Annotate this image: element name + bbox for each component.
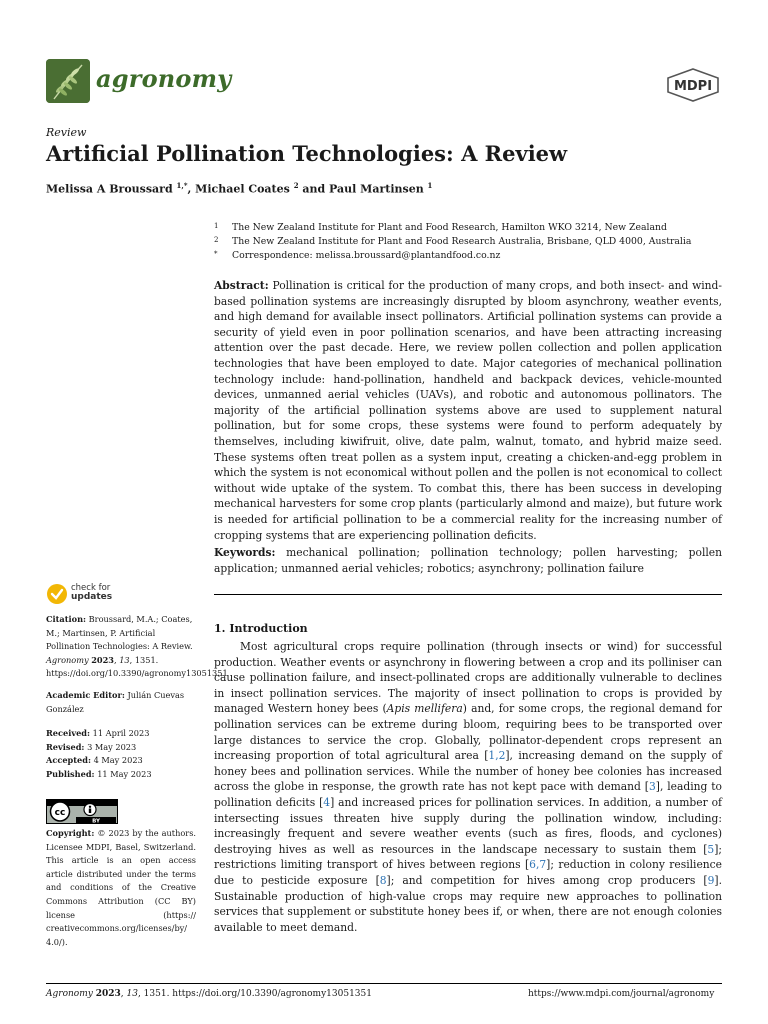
- svg-text:cc: cc: [54, 808, 66, 818]
- footer-citation: Agronomy 2023, 13, 1351. https://doi.org/10.3390/agronomy13051351: [46, 989, 372, 999]
- svg-text:MDPI: MDPI: [673, 79, 713, 94]
- academic-editor: Academic Editor: Julián Cuevas González: [46, 690, 185, 714]
- paragraph-text: ], leading to pollination deficits [: [214, 780, 722, 809]
- affiliation-marker: 1: [214, 222, 219, 230]
- affiliation-marker: 2: [214, 236, 219, 244]
- reference-link[interactable]: 5: [707, 842, 715, 856]
- journal-name: agronomy: [96, 64, 232, 93]
- date-accepted: Accepted: 4 May 2023: [46, 755, 143, 766]
- publication-dates: [46, 727, 196, 781]
- reference-link[interactable]: 4: [323, 795, 331, 809]
- article-type: Review: [46, 126, 87, 139]
- cc-by-license-badge[interactable]: [46, 799, 118, 824]
- affiliation-marker: *: [214, 250, 218, 258]
- svg-text:BY: BY: [92, 818, 100, 824]
- author-separator: ,: [187, 182, 196, 196]
- author-separator: and: [298, 182, 330, 196]
- check-updates-icon: [46, 583, 68, 605]
- keywords: [214, 545, 722, 576]
- date-published: Published: 11 May 2023: [46, 768, 152, 779]
- citation-block: Citation: Broussard, M.A.; Coates, M.; Martinsen, P. Artificial Pollination Technologies: A Review. Agronomy 2023, 13, 1351. https://doi.org/10.3390/agronomy13051351: [46, 614, 228, 679]
- citation-doi[interactable]: , 1351. https://doi.org/10.3390/agronomy13051351: [46, 654, 228, 679]
- paragraph-text: ) and, for some crops, the regional demand for pollination services can be extreme during bloom, requiring bees to be transported over large distances to service the crop. Globally, pollinator-dependent crops represent an increasing proportion of total agricultural area [: [214, 702, 722, 763]
- affiliation-text: The New Zealand Institute for Plant and Food Research, Hamilton WKO 3214, New Zealand: [232, 222, 667, 233]
- species-name: Apis mellifera: [386, 702, 463, 716]
- check-updates-label: check for updates: [71, 583, 113, 602]
- abstract: [214, 278, 722, 543]
- abstract-label: Abstract:: [214, 279, 269, 292]
- paragraph-text: ]. Sustainable production of high-value crops may require new approaches to pollination services that supplement or substitute honey bees if, or when, there are not enough colonies available to meet demand.: [214, 873, 722, 934]
- editor-name: Julián Cuevas González: [46, 690, 185, 714]
- reference-link[interactable]: 1,2: [488, 749, 506, 763]
- affiliation-1: [214, 222, 667, 233]
- author-name[interactable]: Melissa A Broussard: [46, 182, 173, 196]
- paragraph-text: ]; reduction in colony resilience due to pesticide exposure [: [214, 858, 722, 887]
- abstract-text: Pollination is critical for the production of many crops, and both insect- and wind-based pollination systems are increasingly disrupted by bloom asynchrony, weather events, and high demand for available insect pollinators. Artificial pollination systems can provide a security of yield even in poor pollination scenarios, and have been attracting increasing attention over the past decade. Here, we review pollen collection and pollen application technologies that have been employed to date. Major categories of mechanical pollination technology include: hand-pollination, handheld and backpack devices, vehicle-mounted devices, unmanned aerial vehicles (UAVs), and robotic and autonomous pollinators. The majority of the artificial pollination systems above are used to supplement natural pollination, but for some crops, these systems were found to perform adequately by themselves, including kiwifruit, olive, date palm, walnut, tomato, and hybrid maize seed. These systems often treat pollen as a system input, creating a chicken-and-egg problem in which the system is not economical without pollen and the pollen is not economical to collect without wide uptake of the system. To combat this, there has been success in developing mechanical harvesters for some crop plants (particularly almond and maize), but future work is needed for artificial pollination to be a commercial reality for the increasing number of cropping systems that are experiencing pollination deficits.: [214, 279, 722, 542]
- paragraph-text: ] and increased prices for pollination services. In addition, a number of intersecting issues threaten hive supply during the pollination window, including: increasingly frequent and severe weather events (such as fires, floods, and cyclones) destroying hives as well as resources in the landscape necessary to sustain them [: [214, 795, 722, 856]
- correspondence: [214, 250, 500, 261]
- copyright-notice: [46, 827, 196, 949]
- copyright-label: Copyright:: [46, 828, 95, 838]
- article-title: Artificial Pollination Technologies: A Review: [46, 141, 568, 166]
- reference-link[interactable]: 8: [379, 873, 387, 887]
- keywords-label: Keywords:: [214, 546, 276, 559]
- citation-label: Citation:: [46, 614, 87, 624]
- paragraph-text: ]; and competition for hives among crop producers [: [386, 873, 708, 887]
- section-divider: [214, 594, 722, 595]
- author-affiliation-marker: 2: [293, 181, 299, 190]
- mdpi-logo: [666, 68, 720, 102]
- citation-journal: Agronomy: [46, 654, 89, 665]
- citation-volume: 13: [119, 654, 130, 665]
- author-affiliation-marker: 1,*: [176, 181, 188, 190]
- footer-divider: [46, 983, 722, 984]
- affiliation-2: [214, 236, 691, 247]
- introduction-paragraph: [214, 639, 722, 935]
- citation-text: Broussard, M.A.; Coates, M.; Martinsen, P. Artificial Pollination Technologies: A Review.: [46, 614, 193, 652]
- reference-link[interactable]: 6,7: [529, 858, 547, 872]
- author-affiliation-marker: 1: [427, 181, 433, 190]
- author-list: [46, 181, 432, 196]
- paragraph-text: ]; restrictions limiting transport of hives between regions [: [214, 842, 722, 872]
- author-name[interactable]: Paul Martinsen: [329, 182, 424, 196]
- check-for-updates-button[interactable]: [46, 583, 113, 609]
- footer-doi-link[interactable]: , 1351. https://doi.org/10.3390/agronomy13051351: [137, 989, 372, 999]
- author-name[interactable]: Michael Coates: [195, 182, 290, 196]
- paragraph-text: ], increasing demand on the supply of honey bees and pollination services. While the number of honey bee colonies has increased across the globe in response, the growth rate has not kept pace with demand [: [214, 749, 722, 794]
- date-received: Received: 11 April 2023: [46, 728, 150, 738]
- paragraph-text: Most agricultural crops require pollination (through insects or wind) for successful production. Weather events or asynchrony in flowering between a crop and its polliniser can cause pollination failure, and insect-pollinated crops are additionally vulnerable to declines in insect pollination services. The majority of insect pollination to crops is provided by managed Western honey bees (: [214, 640, 722, 716]
- copyright-text: © 2023 by the authors. Licensee MDPI, Basel, Switzerland. This article is an open access article distributed under the terms and conditions of the Creative Commons Attribution (CC BY) license (https:// creativecommons.org/licenses/by/ 4.0/).: [46, 828, 196, 947]
- reference-link[interactable]: 3: [648, 780, 656, 794]
- affiliation-text: The New Zealand Institute for Plant and Food Research Australia, Brisbane, QLD 4000, Australia: [232, 236, 692, 247]
- date-revised: Revised: 3 May 2023: [46, 741, 137, 752]
- keywords-text: mechanical pollination; pollination technology; pollen harvesting; pollen application; unmanned aerial vehicles; robotics; asynchrony; pollination failure: [214, 546, 722, 575]
- section-heading-introduction: 1. Introduction: [214, 622, 308, 635]
- reference-link[interactable]: 9: [707, 873, 715, 887]
- footer-journal-url[interactable]: https://www.mdpi.com/journal/agronomy: [528, 989, 715, 999]
- journal-logo-icon: [46, 59, 90, 103]
- correspondence-email[interactable]: Correspondence: melissa.broussard@plantandfood.co.nz: [232, 250, 501, 261]
- citation-year: 2023: [91, 654, 114, 665]
